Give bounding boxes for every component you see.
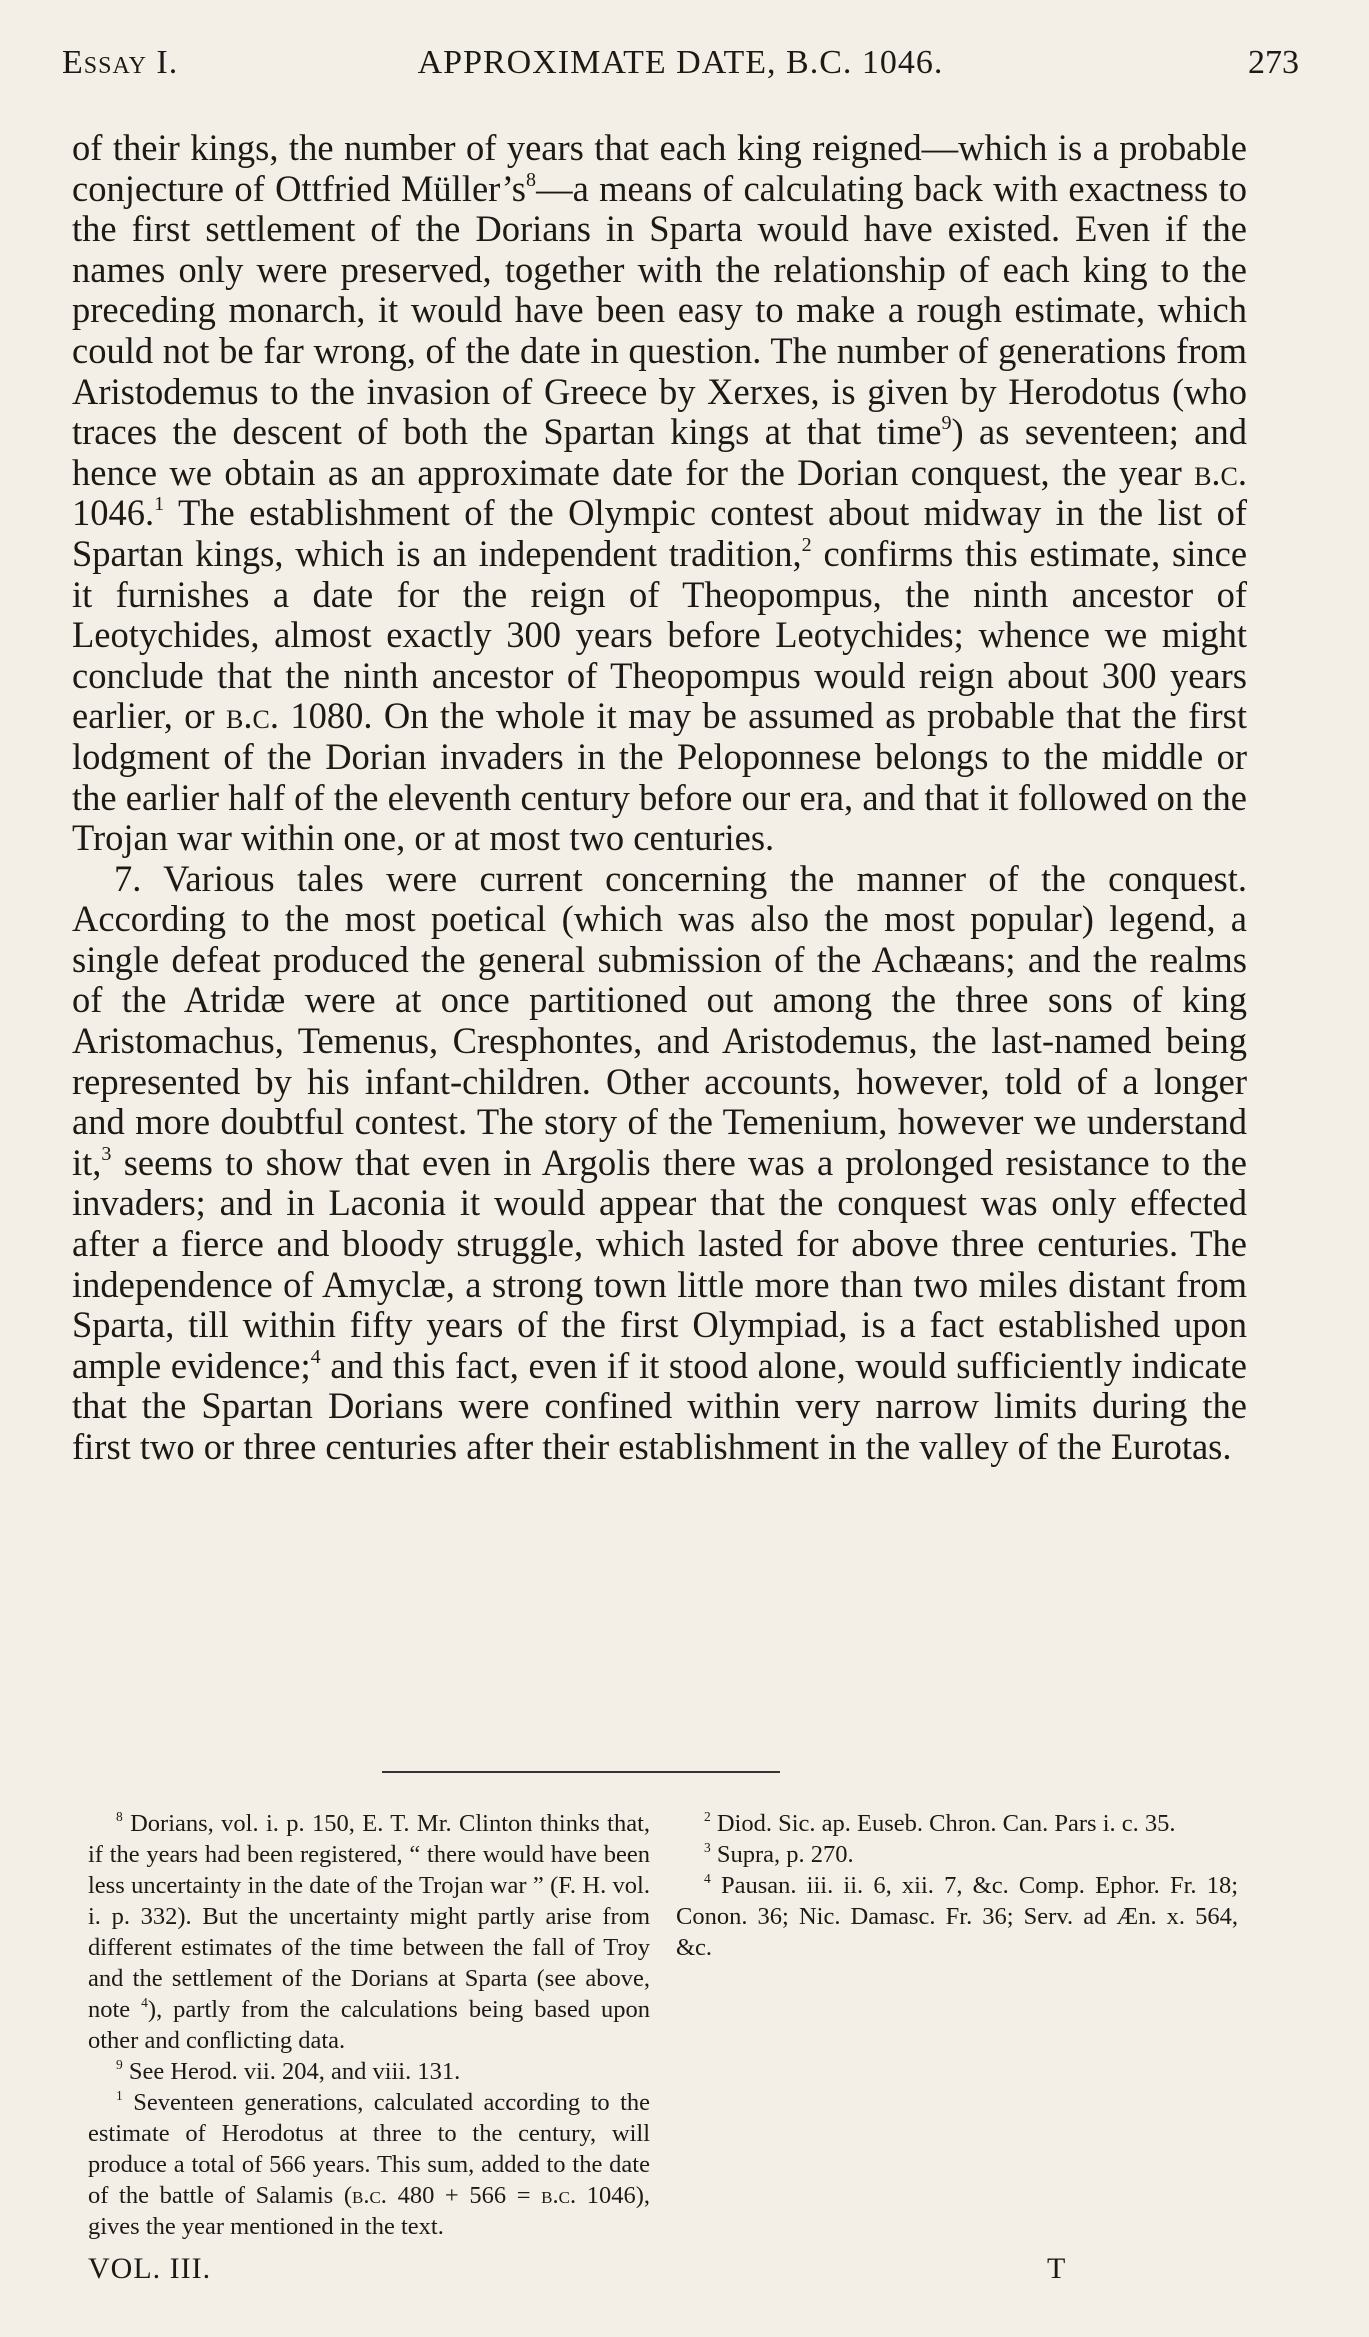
paragraph-continued: of their kings, the number of years that each king reigned—which is a probable conjecture of Ottfried $Müller’s^8—a$ means of calculating back with exactness to the first settlement of the Dorians in Sparta would have existed. Even if the names only were preserved, together with the relationship of each king to the preceding monarch, it would have been easy to make a rough estimate, which could not be far wrong, of the date in question. The number of generations from Aristodemus to the invasion of Greece by Xerxes, is given by Herodotus (who traces the descent of both the Spartan kings at that time$^9$) as seventeen; and hence we obtain as an approximate date for the Dorian conquest, the year b.c. 1046.$^1$ The establishment of the Olympic contest about midway in the list of Spartan kings, which is an independent tradition,$^2$ confirms this estimate, since it furnishes a date for the reign of Theopompus, the ninth ancestor of Leotychides, almost exactly 300 years before Leotychides; whence we might conclude that the ninth ancestor of Theopompus would reign about 300 years earlier, or b.c. 1080. On the whole it may be assumed as probable that the first lodgment of the Dorian invaders in the Peloponnese belongs to the middle or the earlier half of the eleventh century before our era, and that it followed on the Trojan war within one, or at most two centuries. [72,127,1248,859]
volume-label: VOL. III. [88,2252,212,2285]
footnote-ref-3[interactable]: 3 [101,1142,112,1165]
paragraph-section-7: 7. Various tales were current concerning the manner of the conquest. According to the most poetical (which was also the most popular) legend, a single defeat produced the general submission of the Achæans; and the realms of the Atridæ were at once partitioned out among the three sons of king Aristomachus, Temenus, Cresphontes, and Aristodemus, the last-named being represented by his infant-children. Other accounts, however, told of a longer and more doubtful contest. The story of the Temenium, however we understand it,$^3$ seems to show that even in Argolis there was a prolonged resistance to the invaders; and in Laconia it would appear that the conquest was only effected after a fierce and bloody struggle, which lasted for above three centuries. The independence of Amyclæ, a strong town little more than two miles distant from Sparta, till within fifty years of the first Olympiad, is a fact established upon ample evidence;$^4$ and this fact, even if it stood alone, would sufficiently indicate that the Spartan Dorians were confined within very narrow limits during the first two or three centuries after their establishment in the valley of the Eurotas. [72,857,1247,1467]
header-title: APPROXIMATE DATE, B.C. 1046. [417,44,944,81]
header-essay-label: Essay I. [62,44,179,81]
footnote-ref-4[interactable]: 4 [310,1345,321,1368]
footnotes-left-column [88,1808,650,2242]
footnote-3: $^3$ Supra, p. 270. [704,1839,854,1868]
running-header [62,44,1299,94]
footnote-9: $^9$ See Herod. vii. 204, and viii. 131. [116,2056,461,2085]
footnote-divider [382,1771,780,1773]
signature-mark: T [1047,2252,1067,2285]
footnote-ref-2[interactable]: 2 [801,533,812,556]
footnotes-right-column [676,1808,1238,1963]
footnote-ref-1[interactable]: 1 [154,493,165,516]
footnote-1: $^1$ Seventeen generations, calculated according to the estimate of Herodotus at three to the century, will produce a total of 566 years. This sum, added to the date of the battle of Salamis (b.c. 480 + 566 = b.c. 1046), gives the year mentioned in the text. [88,2087,651,2240]
footnote-ref-9[interactable]: 9 [941,412,952,435]
footnote-ref-8[interactable]: 8 [526,168,537,191]
footnote-8: $^8$ Dorians, vol. i. p. 150, E. T. Mr. Clinton thinks that, if the years had been registered, “ there would have been less uncertainty in the date of the Trojan war ” (F. H. vol. i. p. 332). But the uncertainty might partly arise from different estimates of the time between the fall of Troy and the settlement of the Dorians at Sparta (see above, note $^4$), partly from the calculations being based upon other and conflicting data. [88,1808,651,2054]
page-number: 273 [1248,44,1299,81]
main-text [72,128,1247,1468]
footnote-4: $^4$ Pausan. iii. ii. 6, xii. 7, &c. Comp. Ephor. Fr. 18; Conon. 36; Nic. Damasc. Fr. 36; Serv. ad Æn. x. 564, &c. [676,1870,1239,1961]
footnote-2: $^2$ Diod. Sic. ap. Euseb. Chron. Can. Pars i. c. 35. [704,1808,1176,1837]
